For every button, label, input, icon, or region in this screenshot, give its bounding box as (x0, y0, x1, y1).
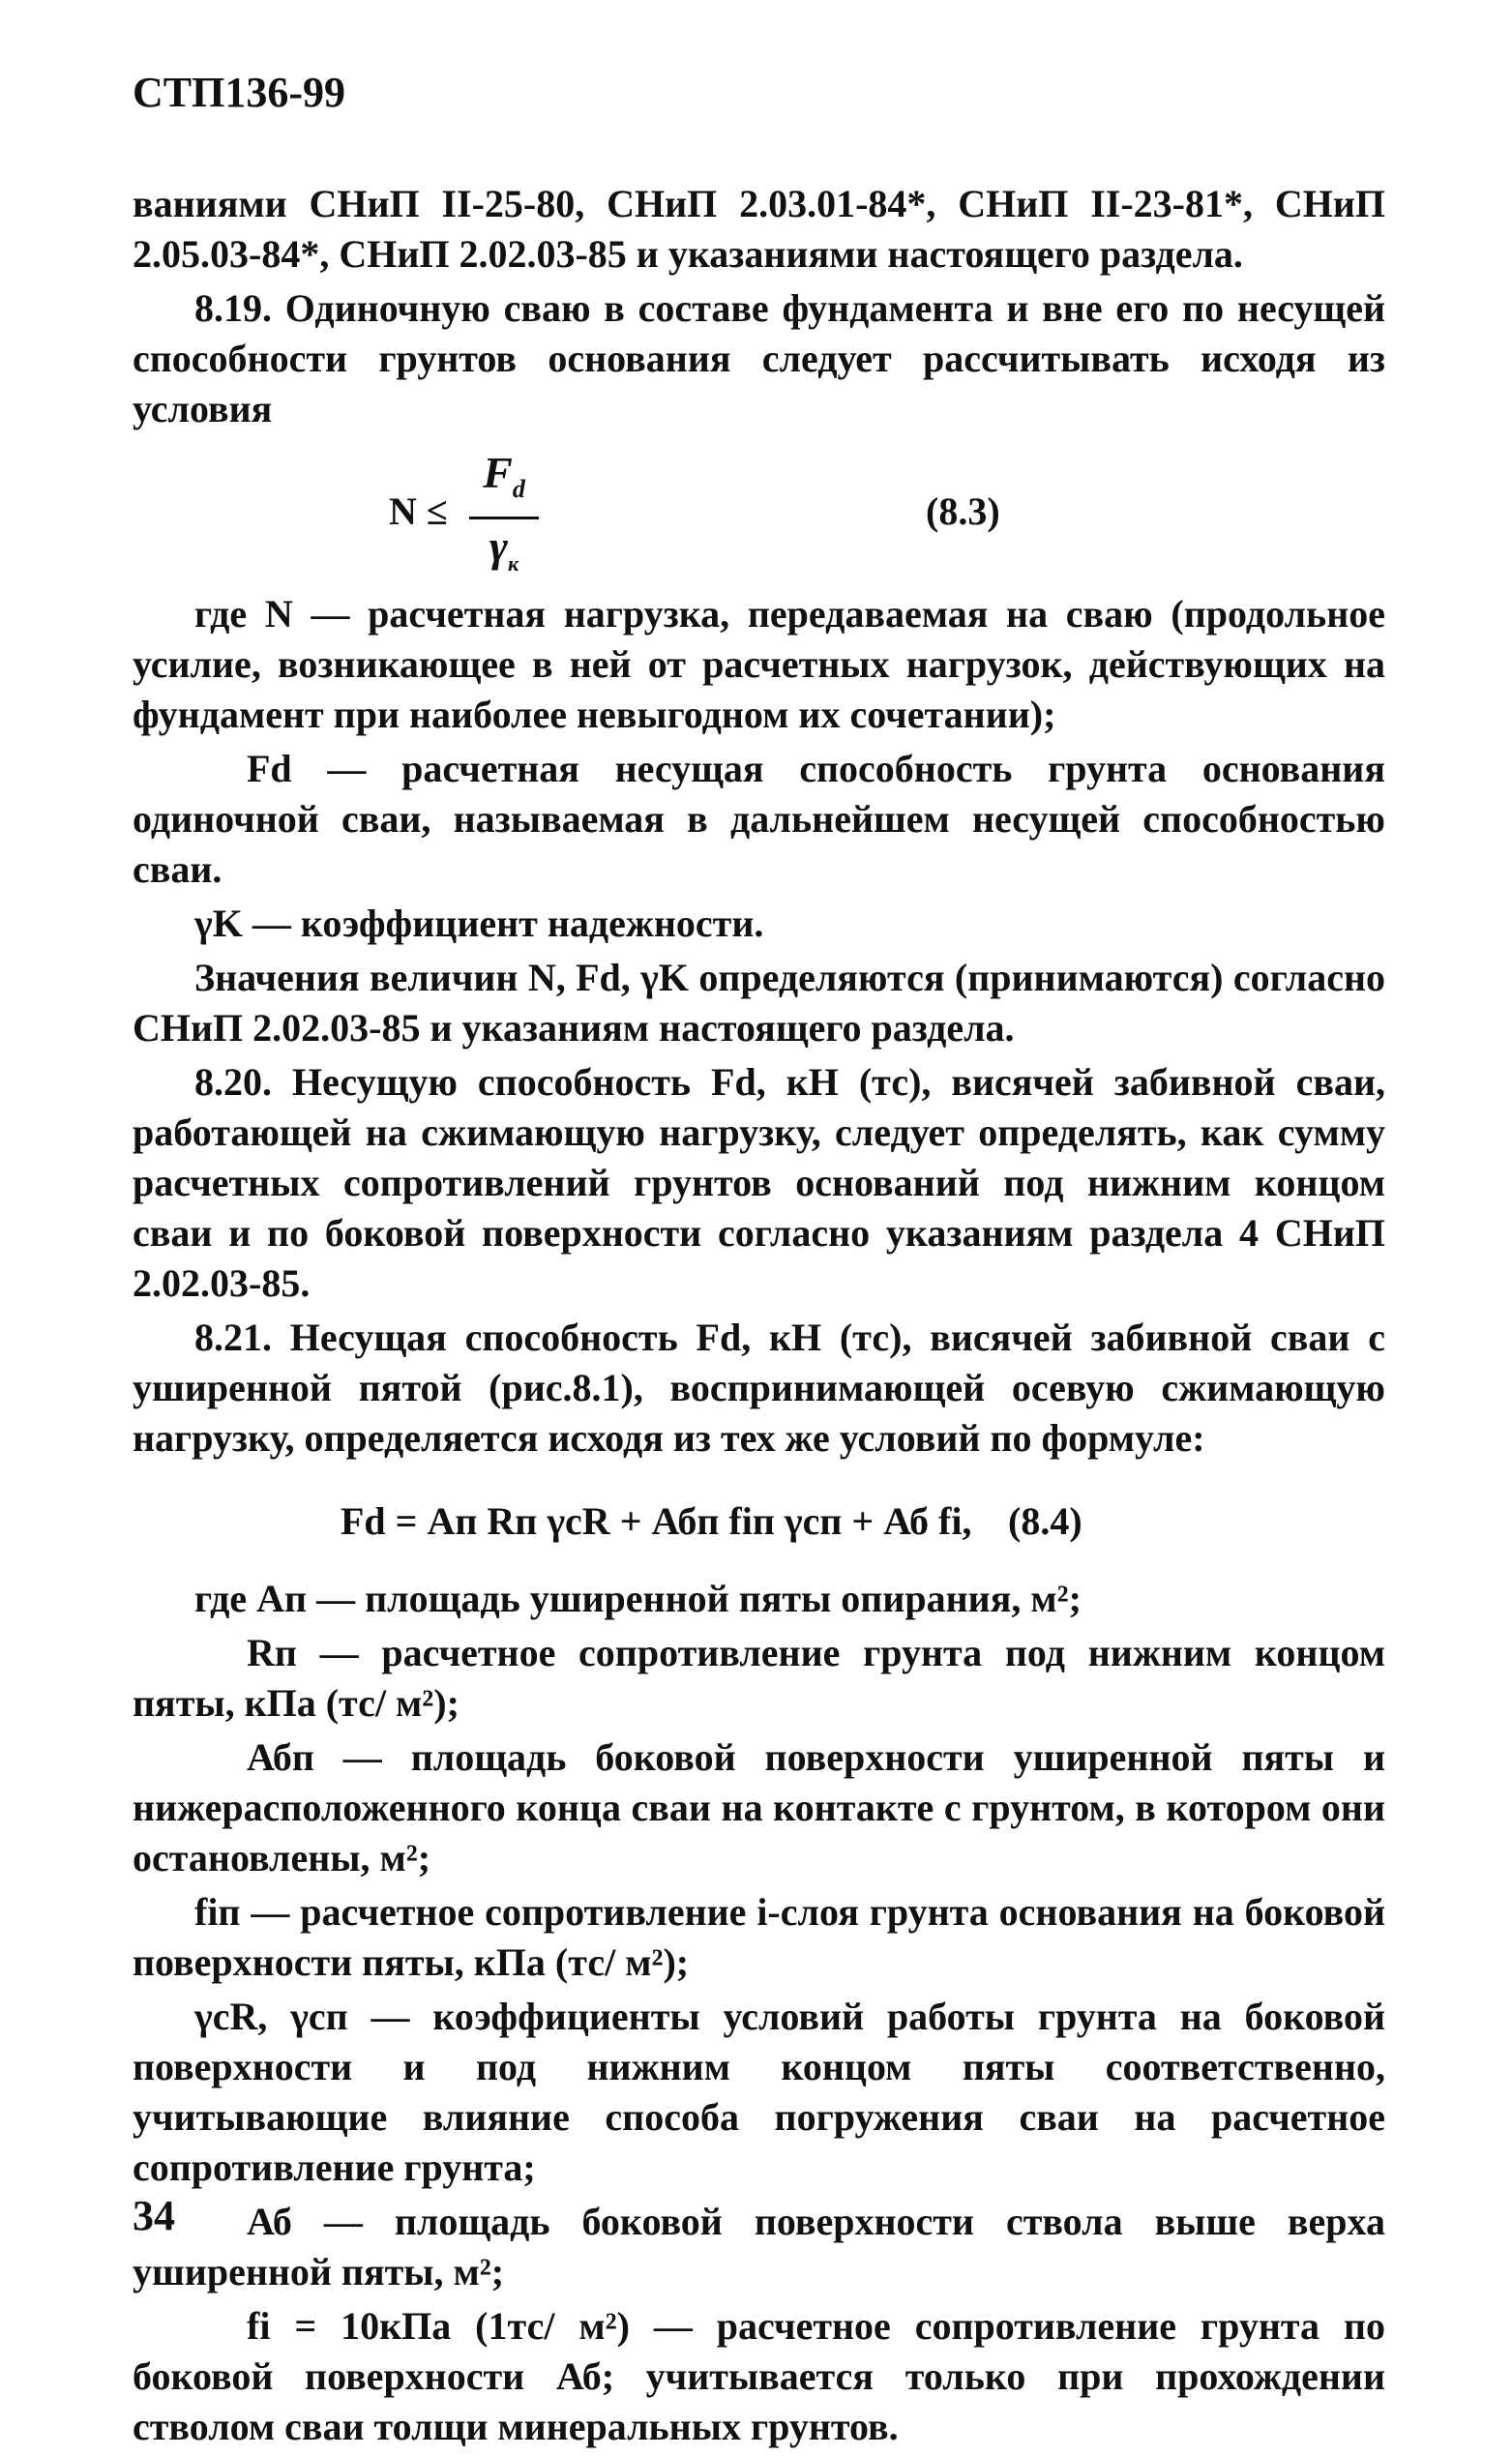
formula-lhs: N ≤ (389, 489, 448, 533)
document-code-header: СТП136-99 (133, 69, 345, 116)
formula-number: (8.3) (926, 489, 1000, 533)
formula-number: (8.4) (1008, 1499, 1082, 1543)
paragraph-8-19: 8.19. Одиночную сваю в составе фундамента и вне его по несущей способности грунтов основания следует рассчитывать исходя из условия (133, 286, 1385, 430)
definition-fi: fi = 10кПа (1тс/ м²) — расчетное сопротивление грунта по боковой поверхности Аб; учитывается только при прохождении стволом сваи толщи минеральных грунтов. (133, 2304, 1385, 2448)
formula-denominator: $\gamma_к$ (489, 521, 519, 577)
document-body (133, 179, 1385, 2456)
paragraph-8-21: 8.21. Несущая способность Fd, кН (тс), висячей забивной сваи с уширенной пятой (рис.8.1), воспринимающей осевую сжимающую нагрузку, определяется исходя из тех же условий по формуле: (133, 1316, 1385, 1460)
definition-An: где Ап — площадь уширенной пяты опирания, м²; (194, 1577, 1082, 1620)
formula-8-4 (133, 1467, 1385, 1574)
fraction-bar (469, 517, 539, 519)
definition-Rn: Rп — расчетное сопротивление грунта под нижним концом пяты, кПа (тс/ м²); (133, 1631, 1385, 1725)
definition-gamma-c: γcR, γcп — коэффициенты условий работы грунта на боковой поверхности и под нижним концом пяты соответственно, учитывающие влияние способа погружения сваи на расчетное сопротивление грунта; (133, 1995, 1385, 2189)
formula-numerator: $F_d$ (483, 448, 525, 504)
definition-N: где N — расчетная нагрузка, передаваемая на сваю (продольное усилие, возникающее в ней от расчетных нагрузок, действующих на фундамент при наиболее невыгодном их сочетании); (133, 592, 1385, 736)
page-number: 34 (133, 2192, 175, 2239)
paragraph-values: Значения величин N, Fd, γK определяются (принимаются) согласно СНиП 2.02.03-85 и указаниям настоящего раздела. (133, 956, 1385, 1050)
definition-Ab: Аб — площадь боковой поверхности ствола выше верха уширенной пяты, м²; (133, 2200, 1385, 2293)
paragraph-8-20: 8.20. Несущую способность Fd, кН (тс), висячей забивной сваи, работающей на сжимающую нагрузку, следует определять, как сумму расчетных сопротивлений грунтов оснований под нижним концом сваи и по боковой поверхности согласно указаниям раздела 4 СНиП 2.02.03-85. (133, 1060, 1385, 1305)
formula-8-3 (133, 438, 1385, 583)
definition-fin: fiп — расчетное сопротивление i-слоя грунта основания на боковой поверхности пяты, кПа (тс/ м²); (133, 1890, 1385, 1984)
paragraph-continuation: ваниями СНиП II-25-80, СНиП 2.03.01-84*, СНиП II-23-81*, СНиП 2.05.03-84*, СНиП 2.02.03-85 и указаниями настоящего раздела. (133, 182, 1385, 276)
formula-fraction (469, 448, 539, 589)
definition-Abn: Абп — площадь боковой поверхности уширенной пяты и нижерасположенного конца сваи на контакте с грунтом, в котором они остановлены, м²; (133, 1735, 1385, 1879)
definition-gamma-k: γK — коэффициент надежности. (194, 902, 764, 945)
definition-Fd: Fd — расчетная несущая способность грунта основания одиночной сваи, называемая в дальнейшем несущей способностью сваи. (133, 747, 1385, 891)
formula-expression: Fd = Ап Rп γcR + Абп fiп γcп + Аб fi, (341, 1499, 972, 1543)
